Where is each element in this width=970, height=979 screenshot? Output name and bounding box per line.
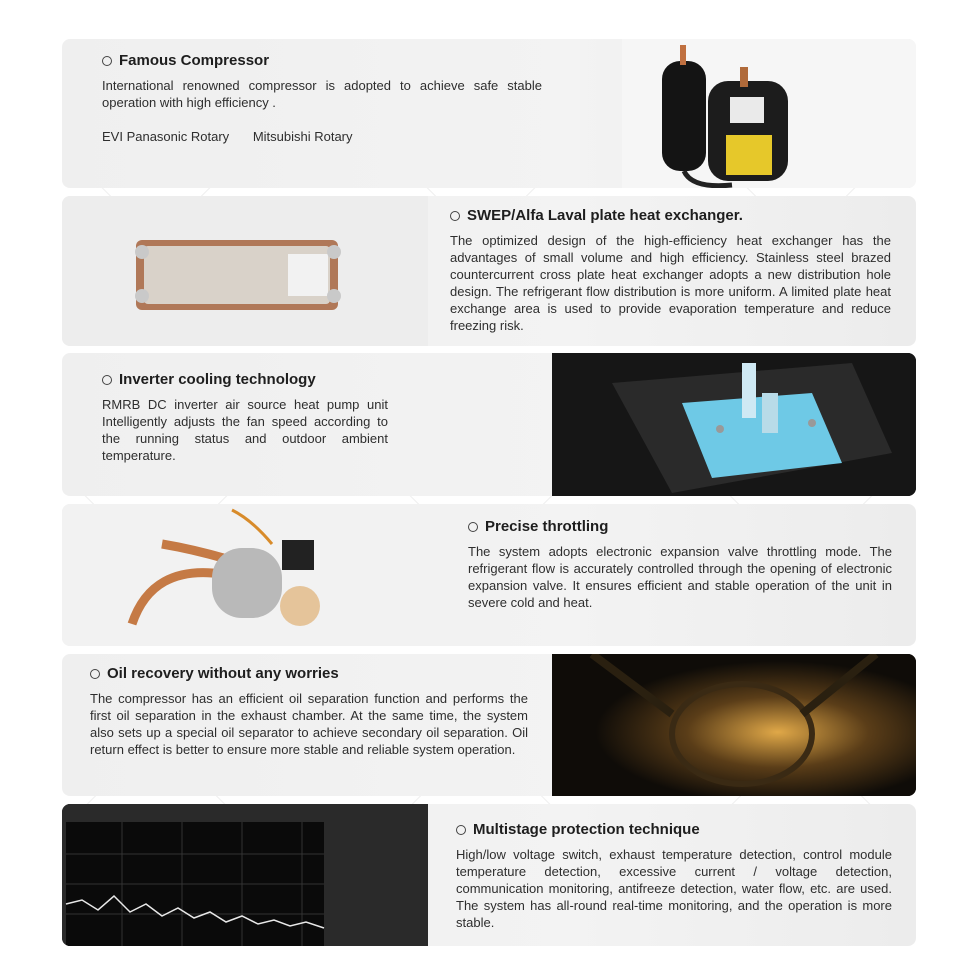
section-title-row xyxy=(102,371,388,388)
compressor-image xyxy=(622,39,916,188)
monitoring-screen-image xyxy=(62,804,428,946)
section-title: Inverter cooling technology xyxy=(119,371,316,388)
section-title: SWEP/Alfa Laval plate heat exchanger. xyxy=(467,207,743,224)
section-body: International renowned compressor is adopted to achieve safe stable operation with high efficiency . xyxy=(102,78,542,110)
circle-bullet-icon xyxy=(102,56,112,66)
brand-list xyxy=(102,129,542,144)
section-precise-throttling xyxy=(62,504,916,646)
water-cooling-block-image xyxy=(552,353,916,496)
circle-bullet-icon xyxy=(468,522,478,532)
section-title-row xyxy=(468,518,892,535)
section-title-row xyxy=(90,665,528,682)
section-famous-compressor xyxy=(62,39,916,188)
circle-bullet-icon xyxy=(456,825,466,835)
section-title-row xyxy=(102,52,542,69)
section-body: The optimized design of the high-efficiency heat exchanger has the advantages of small volume and high efficiency. Stainless steel brazed countercurrent cross plate heat exchanger adopts a new distribution hole design. The refrigerant flow distribution is more uniform. A limited plate heat exchange area is used to provide evaporation temperature and reduce freezing risk. xyxy=(450,233,891,333)
section-body: High/low voltage switch, exhaust temperature detection, control module temperature detection, excessive current / voltage detection, communication monitoring, antifreeze detection, water flow, etc. are used. The system has all-round real-time monitoring, and the operation is more stable. xyxy=(456,847,892,930)
section-title-row xyxy=(450,207,891,224)
section-title: Famous Compressor xyxy=(119,52,270,69)
circle-bullet-icon xyxy=(90,669,100,679)
section-body: The compressor has an efficient oil separation function and performs the first oil separation in the exhaust chamber. At the same time, the system also sets up a special oil separator to achieve secondary oil separation. Oil return effect is better to ensure more stable and reliable system operation. xyxy=(90,691,528,757)
section-plate-heat-exchanger xyxy=(62,196,916,346)
circle-bullet-icon xyxy=(102,375,112,385)
plate-heat-exchanger-image xyxy=(62,196,428,346)
circle-bullet-icon xyxy=(450,211,460,221)
section-body: The system adopts electronic expansion valve throttling mode. The refrigerant flow is accurately controlled through the opening of electronic expansion valve. It ensures efficient and stable operation of the unit in severe cold and heat. xyxy=(468,544,892,610)
section-title-row xyxy=(456,821,892,838)
brand-label: EVI Panasonic Rotary xyxy=(102,129,230,144)
section-title: Oil recovery without any worries xyxy=(107,665,339,682)
section-title: Multistage protection technique xyxy=(473,821,700,838)
section-inverter-cooling xyxy=(62,353,916,496)
brand-label: Mitsubishi Rotary xyxy=(252,129,353,144)
section-oil-recovery xyxy=(62,654,916,796)
section-body: RMRB DC inverter air source heat pump unit Intelligently adjusts the fan speed according to the running status and outdoor ambient temperature. xyxy=(102,397,388,463)
oil-separator-image xyxy=(552,654,916,796)
expansion-valve-image xyxy=(62,504,428,646)
section-multistage-protection xyxy=(62,804,916,946)
section-title: Precise throttling xyxy=(485,518,609,535)
